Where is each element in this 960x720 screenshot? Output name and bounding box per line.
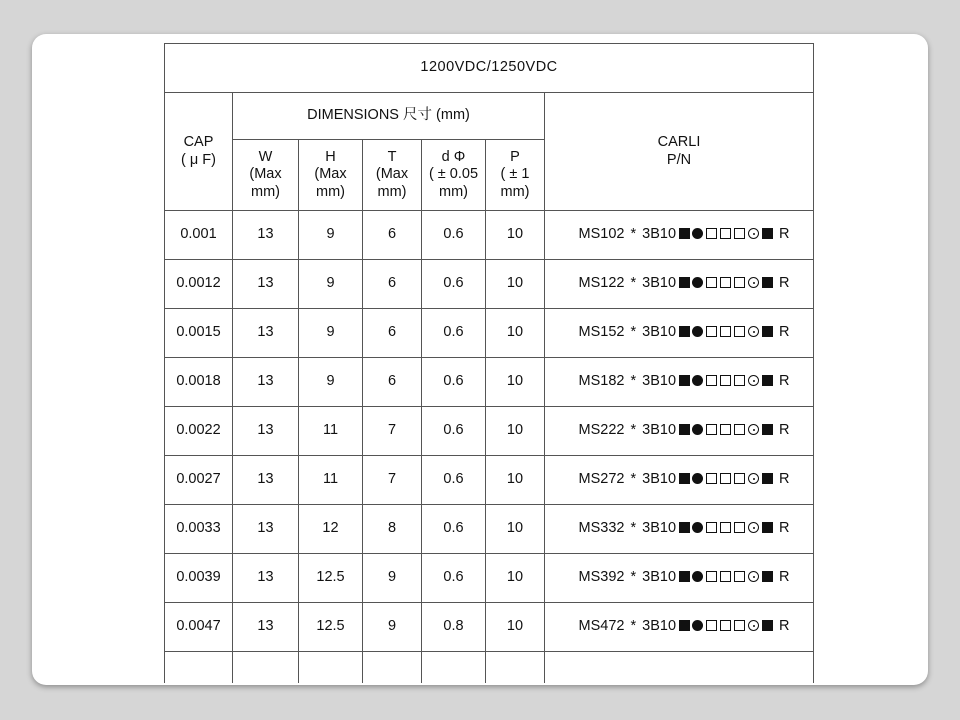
part-prefix: MS182 xyxy=(578,373,625,390)
part-suffix: 3B10 xyxy=(642,569,677,586)
empty-square-icon xyxy=(706,620,717,631)
w-header-line: mm) xyxy=(251,183,280,200)
w-cell: 13 xyxy=(233,456,299,505)
empty-square-icon xyxy=(706,522,717,533)
part-number-cell xyxy=(545,456,814,505)
part-suffix: 3B10 xyxy=(642,275,677,292)
empty-square-icon xyxy=(734,228,745,239)
p-cell: 10 xyxy=(486,456,545,505)
w-cell: 13 xyxy=(233,309,299,358)
w-cell: 13 xyxy=(233,603,299,652)
empty-square-icon xyxy=(720,375,731,386)
filled-square-icon xyxy=(679,277,690,288)
h-cell: 11 xyxy=(299,407,363,456)
part-suffix: 3B10 xyxy=(642,226,677,243)
p-cell: 10 xyxy=(486,603,545,652)
empty-square-icon xyxy=(706,571,717,582)
d-cell: 0.6 xyxy=(422,554,486,603)
part-prefix: MS392 xyxy=(578,569,625,586)
star-symbol: * xyxy=(630,520,637,537)
d-cell: 0.6 xyxy=(422,260,486,309)
empty-square-icon xyxy=(734,473,745,484)
filled-square-icon xyxy=(762,326,773,337)
filled-square-icon xyxy=(679,424,690,435)
dotted-circle-icon xyxy=(748,620,759,631)
part-number-cell xyxy=(545,260,814,309)
w-header-line: (Max xyxy=(249,166,282,183)
star-symbol: * xyxy=(630,569,637,586)
h-cell: 12.5 xyxy=(299,603,363,652)
filled-square-icon xyxy=(679,571,690,582)
dotted-circle-icon xyxy=(748,473,759,484)
part-end: R xyxy=(779,324,790,341)
empty-square-icon xyxy=(720,326,731,337)
star-symbol: * xyxy=(630,275,637,292)
w-header xyxy=(233,140,299,211)
part-suffix: 3B10 xyxy=(642,618,677,635)
w-cell: 13 xyxy=(233,554,299,603)
empty-square-icon xyxy=(720,620,731,631)
d-header-line: mm) xyxy=(439,183,468,200)
t-cell: 8 xyxy=(363,505,422,554)
part-number-cell xyxy=(545,603,814,652)
pn-header-line: CARLI xyxy=(657,134,701,151)
filled-square-icon xyxy=(762,473,773,484)
empty-square-icon xyxy=(720,424,731,435)
filled-square-icon xyxy=(762,375,773,386)
empty-square-icon xyxy=(720,228,731,239)
part-end: R xyxy=(779,569,790,586)
pn-header xyxy=(545,93,814,211)
part-prefix: MS272 xyxy=(578,471,625,488)
empty-square-icon xyxy=(734,375,745,386)
empty-square-icon xyxy=(734,326,745,337)
table-row xyxy=(165,554,814,603)
p-cell: 10 xyxy=(486,358,545,407)
p-cell: 10 xyxy=(486,309,545,358)
filled-circle-icon xyxy=(692,620,703,631)
h-header-line: (Max xyxy=(314,166,347,183)
empty-square-icon xyxy=(720,571,731,582)
part-end: R xyxy=(779,226,790,243)
h-cell: 12.5 xyxy=(299,554,363,603)
t-header-line: (Max xyxy=(375,166,409,183)
empty-square-icon xyxy=(706,473,717,484)
filled-square-icon xyxy=(679,620,690,631)
filled-square-icon xyxy=(679,522,690,533)
t-cell: 6 xyxy=(363,358,422,407)
spec-table xyxy=(164,43,814,683)
filled-square-icon xyxy=(762,571,773,582)
dotted-circle-icon xyxy=(748,228,759,239)
empty-square-icon xyxy=(734,620,745,631)
empty-square-icon xyxy=(720,522,731,533)
cap-cell: 0.0047 xyxy=(165,603,233,652)
empty-square-icon xyxy=(706,277,717,288)
t-cell: 6 xyxy=(363,211,422,260)
cap-cell: 0.0039 xyxy=(165,554,233,603)
cap-header xyxy=(165,93,233,211)
part-number-cell xyxy=(545,358,814,407)
p-header-line: mm) xyxy=(500,183,530,200)
p-header xyxy=(486,140,545,211)
t-cell: 7 xyxy=(363,456,422,505)
part-prefix: MS122 xyxy=(578,275,625,292)
filled-square-icon xyxy=(762,424,773,435)
part-number-cell xyxy=(545,407,814,456)
h-cell: 11 xyxy=(299,456,363,505)
filled-square-icon xyxy=(762,277,773,288)
filled-square-icon xyxy=(679,326,690,337)
part-prefix: MS332 xyxy=(578,520,625,537)
filled-square-icon xyxy=(679,473,690,484)
p-header-line: ( ± 1 xyxy=(500,166,530,183)
w-cell: 13 xyxy=(233,407,299,456)
filled-circle-icon xyxy=(692,326,703,337)
filled-circle-icon xyxy=(692,228,703,239)
t-header-line: mm) xyxy=(377,183,407,200)
part-prefix: MS102 xyxy=(578,226,625,243)
d-cell: 0.6 xyxy=(422,407,486,456)
filled-square-icon xyxy=(679,375,690,386)
dotted-circle-icon xyxy=(748,277,759,288)
cap-cell: 0.0015 xyxy=(165,309,233,358)
w-cell: 13 xyxy=(233,260,299,309)
filled-square-icon xyxy=(679,228,690,239)
d-cell: 0.6 xyxy=(422,456,486,505)
table-row xyxy=(165,505,814,554)
part-end: R xyxy=(779,471,790,488)
empty-square-icon xyxy=(734,277,745,288)
dotted-circle-icon xyxy=(748,522,759,533)
p-cell: 10 xyxy=(486,505,545,554)
table-row-partial xyxy=(165,652,814,684)
empty-square-icon xyxy=(720,277,731,288)
t-cell: 6 xyxy=(363,260,422,309)
dimensions-header: DIMENSIONS 尺寸 (mm) xyxy=(233,93,545,140)
table-title: 1200VDC/1250VDC xyxy=(165,44,814,93)
filled-square-icon xyxy=(762,228,773,239)
empty-square-icon xyxy=(734,571,745,582)
p-header-line: P xyxy=(510,148,520,165)
empty-square-icon xyxy=(706,375,717,386)
empty-square-icon xyxy=(706,424,717,435)
table-row xyxy=(165,260,814,309)
part-suffix: 3B10 xyxy=(642,422,677,439)
w-cell: 13 xyxy=(233,211,299,260)
h-cell: 9 xyxy=(299,309,363,358)
table-row xyxy=(165,407,814,456)
part-suffix: 3B10 xyxy=(642,373,677,390)
h-cell: 9 xyxy=(299,358,363,407)
d-cell: 0.6 xyxy=(422,211,486,260)
h-cell: 12 xyxy=(299,505,363,554)
cap-header-line: ( μ F) xyxy=(181,151,216,168)
star-symbol: * xyxy=(630,618,637,635)
t-cell: 9 xyxy=(363,603,422,652)
t-cell: 9 xyxy=(363,554,422,603)
w-cell: 13 xyxy=(233,505,299,554)
part-number-cell xyxy=(545,554,814,603)
part-end: R xyxy=(779,275,790,292)
dotted-circle-icon xyxy=(748,571,759,582)
p-cell: 10 xyxy=(486,260,545,309)
d-cell: 0.8 xyxy=(422,603,486,652)
empty-square-icon xyxy=(706,326,717,337)
part-number-cell xyxy=(545,505,814,554)
slide xyxy=(32,34,928,685)
cap-cell: 0.0018 xyxy=(165,358,233,407)
filled-circle-icon xyxy=(692,473,703,484)
star-symbol: * xyxy=(630,324,637,341)
h-cell: 9 xyxy=(299,211,363,260)
part-end: R xyxy=(779,373,790,390)
empty-square-icon xyxy=(706,228,717,239)
table-row xyxy=(165,309,814,358)
cap-cell: 0.0022 xyxy=(165,407,233,456)
filled-circle-icon xyxy=(692,522,703,533)
star-symbol: * xyxy=(630,471,637,488)
d-header-line: d Φ xyxy=(441,148,466,165)
part-end: R xyxy=(779,618,790,635)
dotted-circle-icon xyxy=(748,375,759,386)
t-header xyxy=(363,140,422,211)
empty-square-icon xyxy=(734,522,745,533)
d-header-line: ( ± 0.05 xyxy=(428,166,479,183)
filled-circle-icon xyxy=(692,375,703,386)
part-prefix: MS472 xyxy=(578,618,625,635)
p-cell: 10 xyxy=(486,211,545,260)
table-row xyxy=(165,603,814,652)
part-prefix: MS152 xyxy=(578,324,625,341)
table-row xyxy=(165,456,814,505)
cap-cell: 0.0012 xyxy=(165,260,233,309)
cap-header-line: CAP xyxy=(183,134,214,151)
filled-circle-icon xyxy=(692,424,703,435)
d-cell: 0.6 xyxy=(422,309,486,358)
filled-circle-icon xyxy=(692,571,703,582)
empty-square-icon xyxy=(734,424,745,435)
filled-square-icon xyxy=(762,522,773,533)
star-symbol: * xyxy=(630,226,637,243)
d-header xyxy=(422,140,486,211)
part-end: R xyxy=(779,422,790,439)
part-number-cell xyxy=(545,211,814,260)
part-prefix: MS222 xyxy=(578,422,625,439)
part-number-cell xyxy=(545,309,814,358)
part-suffix: 3B10 xyxy=(642,520,677,537)
empty-square-icon xyxy=(720,473,731,484)
h-header-line: mm) xyxy=(316,183,345,200)
filled-circle-icon xyxy=(692,277,703,288)
cap-cell: 0.0027 xyxy=(165,456,233,505)
cap-cell: 0.0033 xyxy=(165,505,233,554)
d-cell: 0.6 xyxy=(422,505,486,554)
table-row xyxy=(165,211,814,260)
h-header xyxy=(299,140,363,211)
p-cell: 10 xyxy=(486,407,545,456)
part-suffix: 3B10 xyxy=(642,324,677,341)
part-suffix: 3B10 xyxy=(642,471,677,488)
d-cell: 0.6 xyxy=(422,358,486,407)
t-cell: 7 xyxy=(363,407,422,456)
t-cell: 6 xyxy=(363,309,422,358)
w-header-line: W xyxy=(258,148,273,165)
w-cell: 13 xyxy=(233,358,299,407)
dotted-circle-icon xyxy=(748,326,759,337)
star-symbol: * xyxy=(630,422,637,439)
h-cell: 9 xyxy=(299,260,363,309)
h-header-line: H xyxy=(325,148,336,165)
pn-header-line: P/N xyxy=(666,151,692,168)
p-cell: 10 xyxy=(486,554,545,603)
star-symbol: * xyxy=(630,373,637,390)
part-end: R xyxy=(779,520,790,537)
t-header-line: T xyxy=(387,148,397,165)
filled-square-icon xyxy=(762,620,773,631)
spec-sheet xyxy=(164,43,814,683)
dotted-circle-icon xyxy=(748,424,759,435)
cap-cell: 0.001 xyxy=(165,211,233,260)
table-row xyxy=(165,358,814,407)
